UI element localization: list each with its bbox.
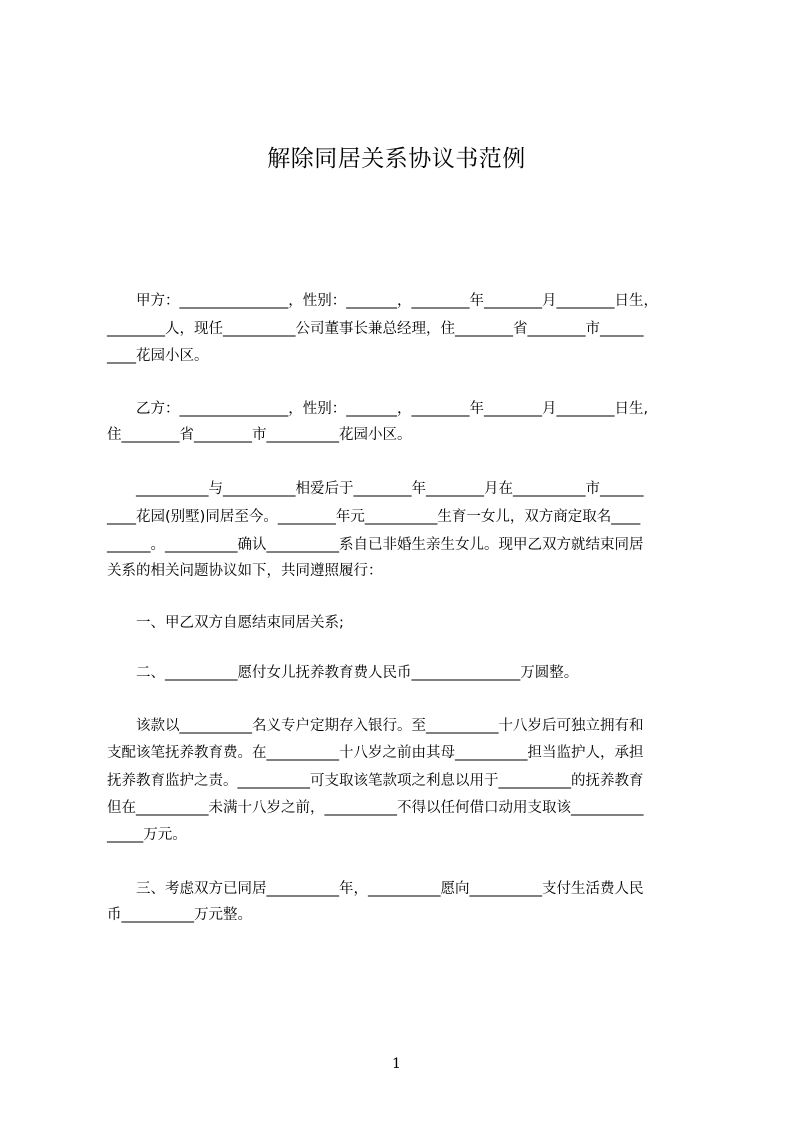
- paragraph-line: 住________省________市__________花园小区。: [107, 427, 412, 443]
- paragraph-line: 三、考虑双方已同居__________年，__________愿向__________支付生活费人民: [107, 881, 644, 897]
- paragraph-line: ______。__________确认__________系自已非婚生亲生女儿。现甲乙双方就结束同居: [107, 537, 644, 553]
- paragraph-line: __________与__________相爱后于________年________月在__________市______: [107, 481, 644, 497]
- paragraph-line: 甲方：_______________，性别：_______，________年________月________日生，: [107, 293, 658, 309]
- paragraph-line: 抚养教育监护之责。__________可支取该笔款项之利息以用于__________的抚养教育: [107, 773, 644, 789]
- paragraph-line: 一、甲乙双方自愿结束同居关系;: [107, 615, 344, 631]
- paragraph-line: _____万元。: [107, 827, 187, 843]
- document-title: 解除同居关系协议书范例: [267, 146, 526, 172]
- paragraph-line: 但在__________未满十八岁之前，__________不得以任何借口动用支取该__________: [107, 800, 644, 816]
- paragraph-line: 关系的相关问题协议如下，共同遵照履行：: [107, 563, 383, 579]
- paragraph-line: ____花园(别墅)同居至今。________年元__________生育一女儿，双方商定取名____: [107, 509, 641, 525]
- paragraph-line: 该款以__________名义专户定期存入银行。至__________十八岁后可独立拥有和: [107, 718, 644, 734]
- page-number: 1: [392, 1056, 401, 1072]
- paragraph-line: ____花园小区。: [107, 348, 209, 364]
- paragraph-line: 乙方：_______________，性别：_______，________年________月________日生,: [107, 401, 649, 417]
- paragraph-line: 二、__________愿付女儿抚养教育费人民币_______________万圆整。: [107, 665, 579, 681]
- paragraph-line: ________人，现任__________公司董事长兼总经理，住________省________市______: [107, 321, 644, 337]
- paragraph-line: 币__________万元整。: [107, 907, 252, 923]
- paragraph-line: 支配该笔抚养教育费。在__________十八岁之前由其母__________担当监护人，承担: [107, 745, 644, 761]
